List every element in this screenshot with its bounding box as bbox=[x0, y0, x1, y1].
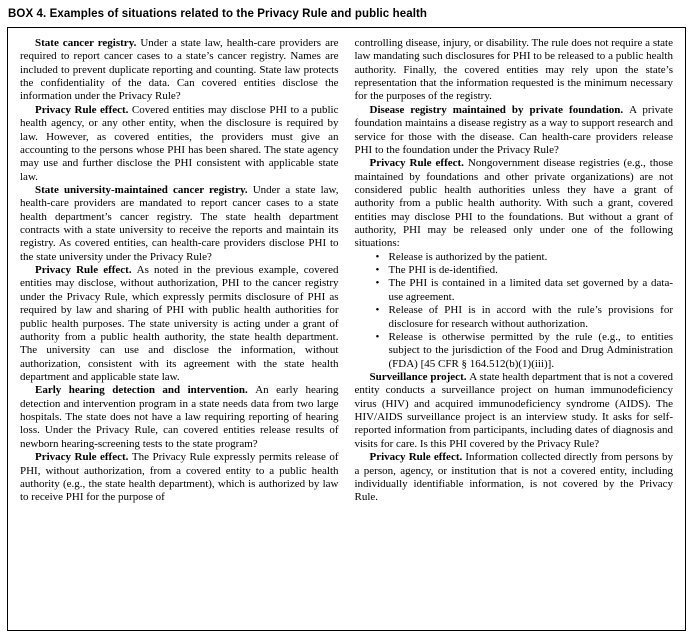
left-column bbox=[20, 37, 339, 620]
paragraph: Surveillance project. A state health department that is not a covered entity conducts a surveillance project on human immunodeficiency virus (HIV) and acquired immunodeficiency syndrome (AIDS). The HIV/AIDS surveillance project is an interview study. It asks for self-reported information from participants, including dates of diagnosis and visits for care. Is this PHI covered by the Privacy Rule? bbox=[354, 370, 673, 450]
right-column bbox=[355, 37, 674, 620]
paragraph: Privacy Rule effect. As noted in the previous example, covered entities may disclose, without authorization, PHI to the cancer registry under the Privacy Rule, which expressly permits disclosure of PHI as required by law and sharing of PHI with public health authorities for public health purposes. The state university is acting under a grant of authority from a public health authority, the state health department. The university can use and disclose the information, without authorization, consistent with its agreement with the state health department and applicable state law. bbox=[20, 264, 339, 383]
bullet-list bbox=[355, 251, 674, 371]
bullet-item: • Release is otherwise permitted by the rule (e.g., to entities subject to the jurisdiction of the Food and Drug Administration (FDA) [45 CFR § 164.512(b)(1)(iii)]. bbox=[389, 331, 674, 371]
paragraph: Privacy Rule effect. The Privacy Rule expressly permits release of PHI, without authorization, from a covered entity to a public health authority (e.g., the state health department), which is authorized by law to receive PHI for the purpose of bbox=[20, 451, 339, 504]
bullet-item: • The PHI is contained in a limited data set governed by a data-use agreement. bbox=[389, 277, 674, 304]
paragraph-lead: Early hearing detection and intervention. bbox=[35, 384, 256, 397]
paragraph-lead: State university-maintained cancer registry. bbox=[35, 183, 253, 196]
paragraph-lead: Privacy Rule effect. bbox=[35, 264, 137, 277]
paragraph-lead: Privacy Rule effect. bbox=[369, 451, 466, 464]
paragraph-lead: Privacy Rule effect. bbox=[35, 103, 132, 116]
paragraph: Privacy Rule effect. Nongovernment disease registries (e.g., those maintained by foundations and other private organizations) are not considered public health authorities unless they have a grant of authority from a public health authority. With such a grant, covered entities may disclose PHI to the foundations. But without a grant of authority, PHI may be released only under one of the following situations: bbox=[354, 157, 673, 250]
box-body bbox=[7, 27, 686, 631]
paragraph-lead: Privacy Rule effect. bbox=[369, 157, 468, 170]
bullet-item: • The PHI is de-identified. bbox=[389, 264, 674, 277]
paragraph-continuation: controlling disease, injury, or disability. The rule does not require a state law mandating such disclosures for PHI to be released to a public health authority. Finally, the covered entities may rely upon the state’s representation that the information requested is the minimum necessary for the purposes of the registry. bbox=[354, 37, 673, 103]
paragraph: Privacy Rule effect. Covered entities may disclose PHI to a public health agency, or any other entity, when the disclosure is required by law. However, as covered entities, the providers must give an accounting to the persons whose PHI has been shared. The state agency may use and further disclose the PHI consistent with applicable state law. bbox=[20, 103, 339, 183]
paragraph-lead: Disease registry maintained by private foundation. bbox=[369, 103, 630, 116]
paragraph: Disease registry maintained by private foundation. A private foundation maintains a disease registry as a way to support research and service for those with the disease. Can health-care providers release PHI to the foundation under the Privacy Rule? bbox=[354, 103, 673, 156]
paragraph: Privacy Rule effect. Information collected directly from persons by a person, agency, or institution that is not a covered entity, including individually identifiable information, is not covered by the Privacy Rule. bbox=[354, 451, 673, 504]
box-title: BOX 4. Examples of situations related to the Privacy Rule and public health bbox=[8, 8, 428, 20]
bullet-item: • Release is authorized by the patient. bbox=[389, 251, 674, 264]
paragraph-lead: State cancer registry. bbox=[35, 37, 141, 49]
paragraph-lead: Surveillance project. bbox=[369, 370, 470, 383]
paragraph: State cancer registry. Under a state law, health-care providers are required to report cancer cases to a state’s cancer registry. Names are included to prevent duplicate reporting and counting. State law protects the confidentiality of the data. Can covered entities disclose the information under the Privacy Rule? bbox=[20, 37, 339, 103]
paragraph: Early hearing detection and intervention. An early hearing detection and intervention program in a state needs data from two large hospitals. The state does not have a law requiring reporting of hearing loss. Under the Privacy Rule, can covered entities release results of newborn hearing-screening tests to the state program? bbox=[20, 384, 339, 450]
paragraph: State university-maintained cancer registry. Under a state law, health-care providers are mandated to report cancer cases to a state health department’s cancer registry. The state health department contracts with a state university to receive the reports and maintain its registry. As covered entities, can health-care providers disclose PHI to the state university under the Privacy Rule? bbox=[20, 183, 339, 263]
bullet-item: • Release of PHI is in accord with the rule’s provisions for disclosure for research without authorization. bbox=[389, 304, 674, 331]
paragraph-lead: Privacy Rule effect. bbox=[35, 451, 132, 464]
